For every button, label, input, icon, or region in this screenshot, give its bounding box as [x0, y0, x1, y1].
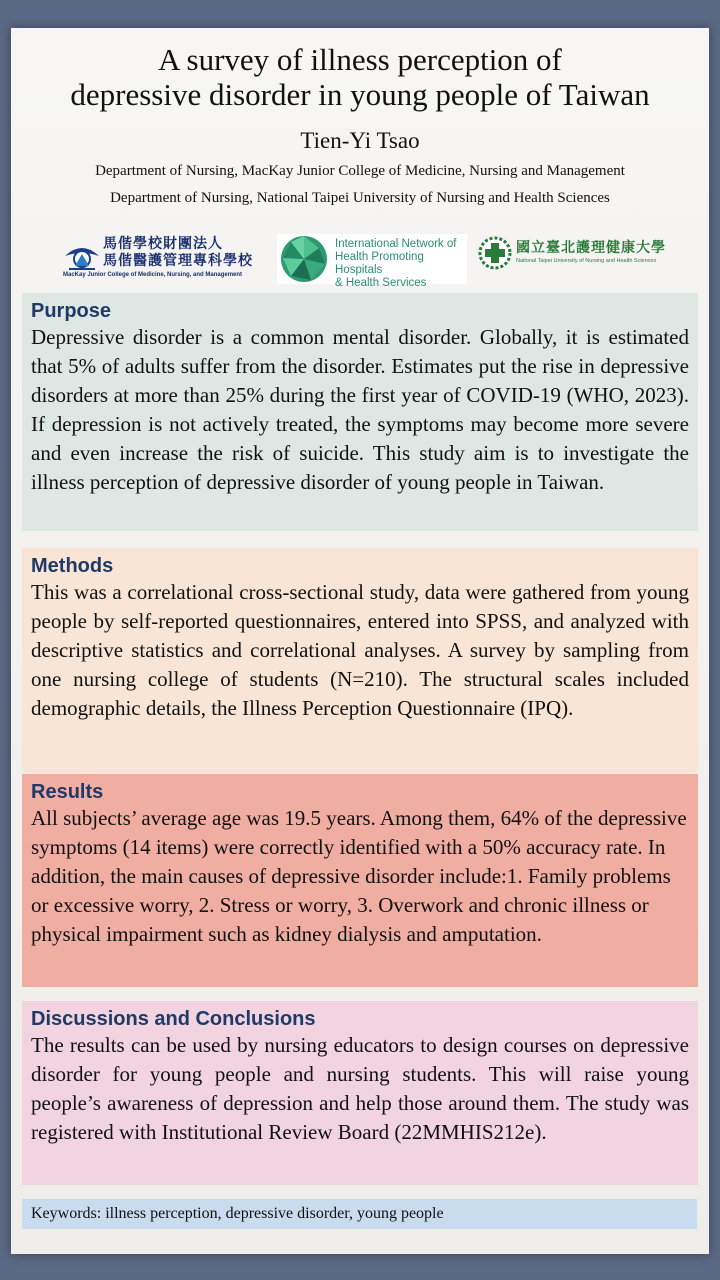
logo-row — [11, 234, 709, 289]
purpose-section — [22, 293, 698, 531]
ntunhs-en-name: National Taipei University of Nursing and Health Sciences — [516, 258, 657, 264]
keywords-bar: Keywords: illness perception, depressive disorder, young people — [22, 1199, 697, 1229]
results-section — [22, 774, 698, 987]
mackay-logo — [63, 234, 268, 284]
title-line-1: A survey of illness perception of — [158, 42, 562, 77]
affiliation-2: Department of Nursing, National Taipei University of Nursing and Health Sciences — [110, 190, 610, 206]
affiliation-1: Department of Nursing, MacKay Junior College of Medicine, Nursing and Management — [95, 163, 625, 179]
hph-name — [335, 238, 467, 290]
methods-heading: Methods — [31, 555, 114, 577]
hph-line-1: International Network of — [335, 238, 457, 250]
ntunhs-logo — [478, 234, 678, 284]
hph-logo — [277, 234, 467, 289]
methods-body: This was a correlational cross-sectional study, data were gathered from young people by self-reported questionnaires, entered into SPSS, and analyzed with descriptive statistics and correlational analyses. A survey by sampling from one nursing college of students (N=210). The structural scales included demographic details, the Illness Perception Questionnaire (IPQ). — [31, 580, 689, 720]
purpose-heading: Purpose — [31, 300, 112, 322]
mackay-seal-icon — [63, 240, 101, 272]
mackay-cn-line-2: 馬偕醫護管理專科學校 — [103, 253, 253, 269]
purpose-body: Depressive disorder is a common mental disorder. Globally, it is estimated that 5% of adults suffer from the disorder. Estimates put the rise in depressive disorders at more than 25% during the first year of COVID-19 (WHO, 2023). If depression is not actively treated, the symptoms may become more severe and even increase the risk of suicide. This study aim is to investigate the illness perception of depressive disorder of young people in Taiwan. — [31, 325, 689, 494]
mackay-cn-name — [103, 236, 253, 270]
discussion-heading: Discussions and Conclusions — [31, 1008, 316, 1030]
results-heading: Results — [31, 781, 104, 803]
hph-line-2: Health Promoting Hospitals — [335, 251, 424, 276]
hph-line-3: & Health Services — [335, 277, 427, 289]
title-line-2: depressive disorder in young people of Taiwan — [70, 77, 650, 112]
discussion-body: The results can be used by nursing educators to design courses on depressive disorder for young people and nursing students. This will raise young people’s awareness of depression and help those around them. The study was registered with Institutional Review Board (22MMHIS212e). — [31, 1033, 689, 1144]
ntunhs-cross-icon — [478, 236, 512, 270]
mackay-en-name: MacKay Junior College of Medicine, Nursing, and Management — [63, 272, 243, 278]
mackay-cn-line-1: 馬偕學校財團法人 — [103, 236, 223, 252]
ntunhs-cn-name: 國立臺北護理健康大學 — [516, 240, 666, 256]
results-body: All subjects’ average age was 19.5 years. Among them, 64% of the depressive symptoms (14 items) were correctly identified with a 50% accuracy rate. In addition, the main causes of depressive disorder include:1. Family problems or excessive worry, 2. Stress or worry, 3. Overwork and chronic illness or physical impairment such as kidney dialysis and amputation. — [31, 806, 687, 946]
discussion-section — [22, 1001, 698, 1185]
poster — [11, 28, 709, 1254]
globe-icon — [279, 234, 329, 284]
methods-section — [22, 548, 698, 773]
author-name: Tien-Yi Tsao — [300, 128, 420, 153]
poster-title — [11, 42, 709, 112]
